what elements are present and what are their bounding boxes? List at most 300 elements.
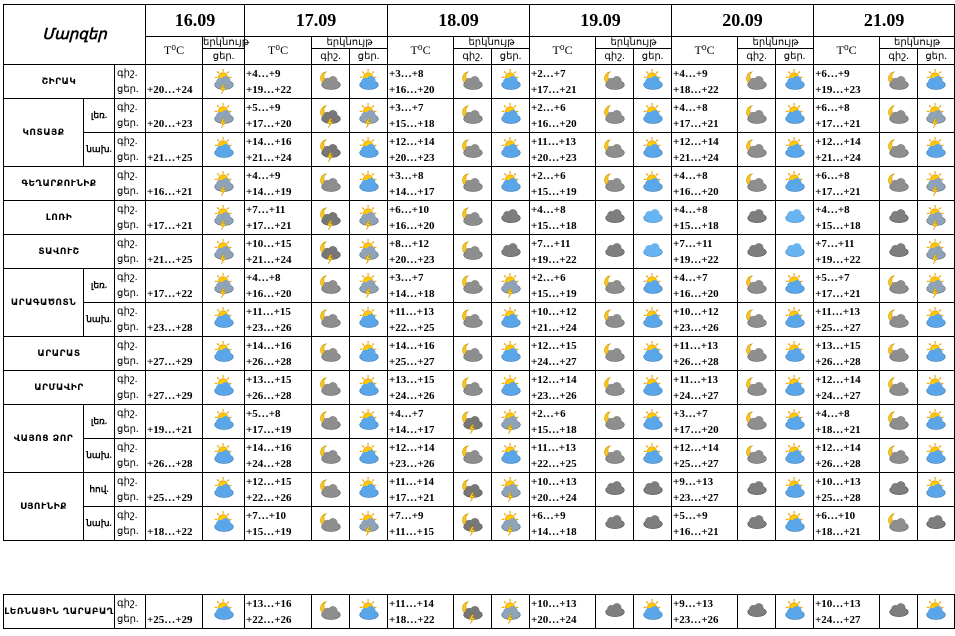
temp-cell: +7…+11 +17…+21 [245,201,312,235]
weather-icon [596,201,634,235]
weather-icon [350,269,388,303]
temp-cell: +10…+12 +21…+24 [530,303,596,337]
weather-icon [776,201,814,235]
temp-cell: +12…+14 +23…+26 [388,439,454,473]
weather-icon [918,269,955,303]
temp-cell: +9…+13 +23…+27 [672,473,738,507]
region-row [4,507,955,541]
weather-icon [203,405,245,439]
weather-icon [203,99,245,133]
temp-cell: +27…+29 [146,371,203,405]
weather-icon [454,167,492,201]
weather-icon [454,337,492,371]
weather-icon [492,405,530,439]
temp-cell: +5…+9 +16…+21 [672,507,738,541]
temp-cell: +10…+12 +23…+26 [672,303,738,337]
weather-icon [203,201,245,235]
weather-icon [776,371,814,405]
weather-icon [738,303,776,337]
temp-cell: +7…+11 +19…+22 [530,235,596,269]
weather-icon [312,371,350,405]
temp-cell: +4…+8 +18…+21 [814,405,880,439]
temp-cell: +5…+8 +17…+19 [245,405,312,439]
weather-icon [350,201,388,235]
temp-cell: +6…+10 +16…+20 [388,201,454,235]
date-header: 18.09 [388,5,530,37]
temp-cell: +12…+14 +25…+27 [672,439,738,473]
region-name: ԿՈՏԱՅՔ [4,99,84,167]
weather-icon [350,65,388,99]
temp-cell: +12…+14 +21…+24 [672,133,738,167]
period-cell: գիշ. ցեր. [115,133,146,167]
weather-icon [350,595,388,629]
temp-cell: +3…+8 +14…+17 [388,167,454,201]
temp-cell: +9…+13 +23…+26 [672,595,738,629]
region-name: ՇԻՐԱԿ [4,65,115,99]
weather-icon [634,439,672,473]
weather-icon [454,473,492,507]
weather-icon [492,507,530,541]
period-cell: գիշ. ցեր. [115,167,146,201]
weather-icon [596,507,634,541]
period-cell: գիշ. ցեր. [115,99,146,133]
temp-cell: +10…+13 +24…+27 [814,595,880,629]
region-row [4,235,955,269]
temp-cell: +20…+24 [146,65,203,99]
weather-icon [738,595,776,629]
weather-icon [634,235,672,269]
weather-icon [492,133,530,167]
weather-icon [596,167,634,201]
temp-cell: +26…+28 [146,439,203,473]
temp-cell: +5…+9 +17…+20 [245,99,312,133]
weather-icon [203,337,245,371]
sky-col-header: երկնույթ [596,37,672,49]
temp-cell: +7…+11 +19…+22 [672,235,738,269]
weather-icon [880,167,918,201]
temp-cell: +8…+12 +20…+23 [388,235,454,269]
weather-icon [312,269,350,303]
region-row [4,337,955,371]
weather-icon [880,371,918,405]
weather-icon [350,303,388,337]
weather-icon [596,405,634,439]
weather-icon [634,337,672,371]
temp-cell: +20…+23 [146,99,203,133]
period-cell: գիշ. ցեր. [115,507,146,541]
weather-icon [776,133,814,167]
region-row [4,405,955,439]
weather-icon [738,507,776,541]
weather-icon [634,405,672,439]
weather-icon [203,303,245,337]
temp-cell: +6…+10 +18…+21 [814,507,880,541]
weather-icon [203,439,245,473]
weather-icon [492,337,530,371]
temp-cell: +2…+6 +16…+20 [530,99,596,133]
period-cell: գիշ. ցեր. [115,269,146,303]
subregion-label: հով. [84,473,115,507]
temp-cell: +6…+9 +19…+23 [814,65,880,99]
weather-icon [492,201,530,235]
weather-icon [880,303,918,337]
weather-icon [492,473,530,507]
subregion-label: լեռ. [84,405,115,439]
temp-cell: +10…+15 +21…+24 [245,235,312,269]
weather-icon [738,201,776,235]
temp-cell: +2…+7 +17…+21 [530,65,596,99]
date-header: 16.09 [146,5,245,37]
weather-icon [596,371,634,405]
weather-icon [454,269,492,303]
weather-icon [454,133,492,167]
date-header: 20.09 [672,5,814,37]
weather-icon [454,371,492,405]
temp-cell: +21…+25 [146,133,203,167]
temp-cell: +3…+7 +15…+18 [388,99,454,133]
temp-cell: +2…+6 +15…+18 [530,405,596,439]
period-cell: գիշ. ցեր. [115,235,146,269]
subregion-label: լեռ. [84,269,115,303]
temp-cell: +13…+15 +26…+28 [245,371,312,405]
weather-icon [776,269,814,303]
weather-icon [596,303,634,337]
weather-icon [880,235,918,269]
sky-col-header: երկնույթ [203,37,250,48]
weather-icon [918,595,955,629]
weather-icon [776,507,814,541]
weather-icon [738,405,776,439]
weather-icon [634,595,672,629]
weather-icon [350,235,388,269]
weather-icon [350,439,388,473]
weather-icon [454,405,492,439]
night-col-header: գիշ. [596,49,634,65]
weather-icon [918,99,955,133]
date-header: 17.09 [245,5,388,37]
weather-icon [880,65,918,99]
weather-icon [880,473,918,507]
weather-icon [312,337,350,371]
sky-col-header: երկնույթ [880,37,955,49]
subregion-label: նախ. [84,439,115,473]
weather-icon [492,65,530,99]
weather-icon [203,133,245,167]
weather-icon [880,595,918,629]
weather-icon [776,473,814,507]
weather-icon [492,235,530,269]
day-col-header: ցեր. [203,49,245,65]
period-cell: գիշ. ցեր. [115,595,146,629]
weather-icon [634,269,672,303]
weather-icon [492,99,530,133]
weather-icon [880,99,918,133]
weather-icon [350,133,388,167]
karabakh-table [3,594,955,629]
temp-cell: +14…+16 +24…+28 [245,439,312,473]
weather-icon [918,507,955,541]
night-col-header: գիշ. [454,49,492,65]
regions-header: Մարզեր [4,5,146,65]
weather-icon [738,65,776,99]
weather-icon [312,65,350,99]
weather-icon [776,303,814,337]
temp-cell: +3…+7 +17…+20 [672,405,738,439]
temp-cell: +4…+9 +19…+22 [245,65,312,99]
date-header: 21.09 [814,5,955,37]
temp-cell: +17…+22 [146,269,203,303]
weather-icon [492,595,530,629]
day-col-header: ցեր. [776,49,814,65]
night-col-header: գիշ. [738,49,776,65]
temp-cell: +11…+13 +22…+25 [530,439,596,473]
weather-icon [880,201,918,235]
region-name: ԼԵՌՆԱՅԻՆ ՂԱՐԱԲԱՂ [4,595,115,629]
weather-icon [634,167,672,201]
weather-icon [918,303,955,337]
weather-icon [880,507,918,541]
weather-icon [350,99,388,133]
weather-icon [596,439,634,473]
weather-icon [596,269,634,303]
weather-icon [454,439,492,473]
weather-icon [918,473,955,507]
subregion-label: նախ. [84,133,115,167]
weather-icon [918,235,955,269]
weather-icon [596,99,634,133]
weather-icon [634,99,672,133]
weather-icon [203,65,245,99]
weather-icon [350,337,388,371]
sky-col-header: երկնույթ [454,37,530,49]
weather-icon [312,439,350,473]
temp-col-header: T⁰C [530,37,596,65]
weather-icon [738,269,776,303]
weather-icon [880,133,918,167]
temp-cell: +3…+7 +14…+18 [388,269,454,303]
weather-icon [492,371,530,405]
temp-cell: +12…+14 +26…+28 [814,439,880,473]
weather-icon [596,235,634,269]
weather-icon [454,507,492,541]
weather-icon [776,439,814,473]
weather-icon [350,473,388,507]
day-col-header: ցեր. [350,49,388,65]
weather-icon [634,133,672,167]
temp-cell: +3…+8 +16…+20 [388,65,454,99]
weather-icon [880,337,918,371]
weather-icon [454,99,492,133]
region-row [4,99,955,133]
period-cell: գիշ. ցեր. [115,201,146,235]
region-row [4,303,955,337]
temp-cell: +13…+16 +22…+26 [245,595,312,629]
region-row [4,201,955,235]
temp-cell: +19…+21 [146,405,203,439]
weather-icon [634,473,672,507]
weather-icon [312,405,350,439]
temp-cell: +25…+29 [146,595,203,629]
sky-col-header: երկնույթ [738,37,814,49]
region-name: ԼՈՌԻ [4,201,115,235]
subregion-label: նախ. [84,507,115,541]
weather-icon [350,371,388,405]
weather-icon [738,167,776,201]
temp-cell: +4…+8 +17…+21 [672,99,738,133]
subregion-label: նախ. [84,303,115,337]
weather-icon [918,337,955,371]
temp-cell: +11…+14 +18…+22 [388,595,454,629]
temp-cell: +6…+9 +14…+18 [530,507,596,541]
temp-cell: +23…+28 [146,303,203,337]
temp-cell: +4…+7 +14…+17 [388,405,454,439]
weather-icon [203,473,245,507]
weather-icon [596,133,634,167]
period-cell: գիշ. ցեր. [115,473,146,507]
weather-icon [454,201,492,235]
region-row [4,65,955,99]
temp-col-header: T⁰C [146,37,203,65]
weather-icon [312,595,350,629]
temp-col-header: T⁰C [672,37,738,65]
temp-cell: +4…+9 +18…+22 [672,65,738,99]
weather-icon [776,405,814,439]
temp-cell: +27…+29 [146,337,203,371]
weather-icon [203,235,245,269]
weather-icon [454,303,492,337]
weather-icon [738,337,776,371]
night-col-header: գիշ. [312,49,350,65]
day-col-header: ցեր. [918,49,955,65]
temp-cell: +10…+13 +20…+24 [530,473,596,507]
weather-icon [634,65,672,99]
temp-cell: +11…+13 +26…+28 [672,337,738,371]
weather-icon [918,371,955,405]
temp-cell: +25…+29 [146,473,203,507]
temp-cell: +4…+9 +14…+19 [245,167,312,201]
weather-icon [738,371,776,405]
region-name: ԳԵՂԱՐՔՈՒՆԻՔ [4,167,115,201]
temp-col-header: T⁰C [814,37,880,65]
weather-icon [454,595,492,629]
temp-cell: +12…+15 +24…+27 [530,337,596,371]
weather-icon [350,507,388,541]
weather-icon [596,595,634,629]
weather-icon [492,167,530,201]
period-cell: գիշ. ցեր. [115,405,146,439]
weather-icon [918,133,955,167]
day-col-header: ցեր. [492,49,530,65]
temp-cell: +4…+8 +15…+18 [672,201,738,235]
weather-icon [312,167,350,201]
weather-icon [634,303,672,337]
temp-cell: +11…+14 +17…+21 [388,473,454,507]
weather-icon [776,337,814,371]
temp-cell: +10…+13 +25…+28 [814,473,880,507]
weather-icon [596,473,634,507]
temp-cell: +10…+13 +20…+24 [530,595,596,629]
weather-icon [880,269,918,303]
weather-icon [776,99,814,133]
weather-icon [634,201,672,235]
weather-icon [738,133,776,167]
weather-icon [738,235,776,269]
weather-icon [203,595,245,629]
temp-cell: +4…+7 +16…+20 [672,269,738,303]
period-cell: գիշ. ցեր. [115,371,146,405]
weather-icon [918,405,955,439]
day-col-header: ցեր. [634,49,672,65]
temp-cell: +16…+21 [146,167,203,201]
temp-cell: +4…+8 +15…+18 [530,201,596,235]
temp-cell: +17…+21 [146,201,203,235]
weather-icon [203,269,245,303]
temp-cell: +11…+13 +25…+27 [814,303,880,337]
temp-cell: +2…+6 +15…+19 [530,167,596,201]
temp-cell: +11…+13 +24…+27 [672,371,738,405]
temp-cell: +21…+25 [146,235,203,269]
region-name: ՏԱՎՈՒՇ [4,235,115,269]
period-cell: գիշ. ցեր. [115,439,146,473]
weather-icon [492,303,530,337]
night-col-header: գիշ. [880,49,918,65]
weather-icon [738,99,776,133]
temp-cell: +12…+14 +21…+24 [814,133,880,167]
temp-cell: +13…+15 +26…+28 [814,337,880,371]
weather-icon [596,65,634,99]
region-row [4,133,955,167]
weather-icon [312,99,350,133]
region-row [4,439,955,473]
weather-icon [203,167,245,201]
weather-icon [454,65,492,99]
temp-cell: +14…+16 +25…+27 [388,337,454,371]
weather-icon [738,473,776,507]
region-name: ԱՐԱՐԱՏ [4,337,115,371]
weather-icon [776,65,814,99]
temp-cell: +4…+8 +16…+20 [672,167,738,201]
temp-cell: +4…+8 +16…+20 [245,269,312,303]
weather-icon [918,439,955,473]
weather-icon [492,439,530,473]
region-name: ԱՐԱԳԱԾՈՏՆ [4,269,84,337]
region-row [4,371,955,405]
period-cell: գիշ. ցեր. [115,337,146,371]
temp-cell: +11…+13 +20…+23 [530,133,596,167]
sky-col-header: երկնույթ [312,37,388,49]
weather-icon [918,201,955,235]
region-row [4,167,955,201]
temp-cell: +7…+11 +19…+22 [814,235,880,269]
temp-cell: +7…+9 +11…+15 [388,507,454,541]
temp-cell: +12…+14 +24…+27 [814,371,880,405]
region-name: ԱՐՄԱՎԻՐ [4,371,115,405]
weather-icon [312,133,350,167]
weather-icon [350,167,388,201]
weather-icon [738,439,776,473]
weather-icon [880,439,918,473]
temp-cell: +13…+15 +24…+26 [388,371,454,405]
weather-icon [492,269,530,303]
weather-icon [880,405,918,439]
temp-cell: +6…+8 +17…+21 [814,167,880,201]
region-row [4,473,955,507]
region-name: ՎԱՅՈՑ ՁՈՐ [4,405,84,473]
temp-cell: +12…+14 +20…+23 [388,133,454,167]
weather-icon [203,507,245,541]
weather-icon [918,167,955,201]
date-header: 19.09 [530,5,672,37]
